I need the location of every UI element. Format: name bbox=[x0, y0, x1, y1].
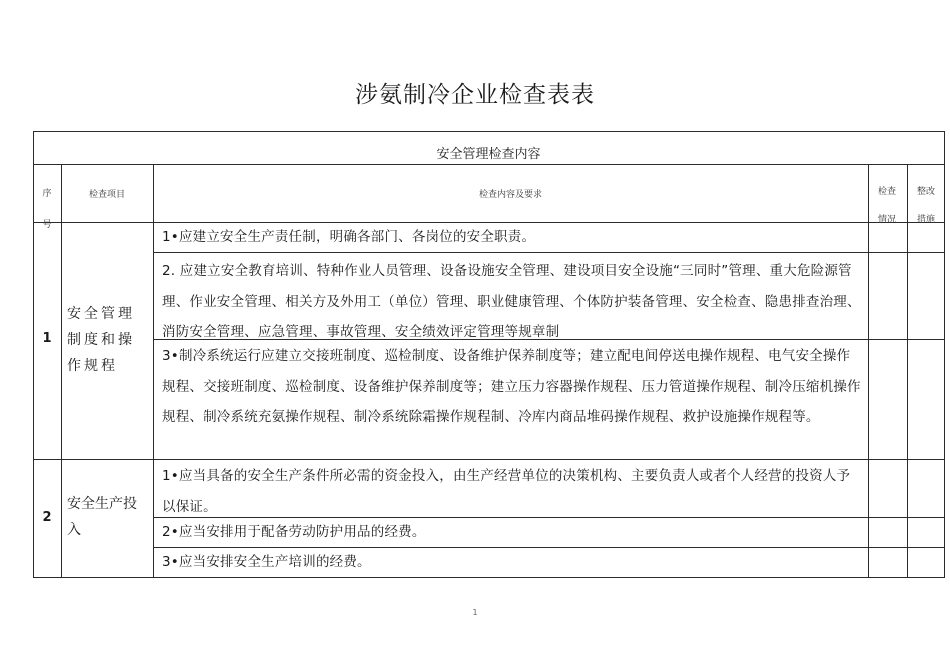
header-measures: 整改措施 bbox=[916, 187, 935, 225]
header-item: 检查项目 bbox=[88, 190, 125, 200]
row-1-index: 1 bbox=[42, 331, 52, 346]
section-title: 安全管理检查内容 bbox=[436, 147, 541, 162]
row-1-item: 安全管理制度和操作规程 bbox=[67, 306, 135, 374]
row-2-requirement-1: 1•应当具备的安全生产条件所必需的资金投入，由生产经营单位的决策机构、主要负责人或者个人经营的投资人予以保证。 bbox=[162, 468, 851, 515]
page-number: 1 bbox=[472, 608, 478, 617]
row-2-requirement-3: 3•应当安排安全生产培训的经费。 bbox=[162, 554, 371, 570]
row-1-requirement-3: 3•制冷系统运行应建立交接班制度、巡检制度、设备维护保养制度等；建立配电间停送电操作规程、电气安全操作规程、交接班制度、巡检制度、设备维护保养制度等；建立压力容器操作规程、压力管道操作规程、制冷压缩机操作规程、制冷系统充氨操作规程、制冷系统除霜操作规程制、冷库内商品堆码操作规程、救护设施操作规程等。 bbox=[162, 348, 861, 425]
row-1-requirement-2: 2. 应建立安全教育培训、特种作业人员管理、设备设施安全管理、建设项目安全设施“三同时”管理、重大危险源管理、作业安全管理、相关方及外用工（单位）管理、职业健康管理、个体防护装备管理、安全检查、隐患排查治理、消防安全管理、应急管理、事故管理、安全绩效评定管理等规章制 bbox=[162, 263, 861, 339]
header-index: 序号 bbox=[42, 189, 52, 230]
row-2-requirement-2: 2•应当安排用于配备劳动防护用品的经费。 bbox=[162, 524, 426, 540]
row-1-requirement-1: 1•应建立安全生产责任制，明确各部门、各岗位的安全职责。 bbox=[162, 229, 536, 245]
row-2-index: 2 bbox=[42, 510, 52, 525]
header-status: 检查情况 bbox=[877, 187, 896, 225]
document-title: 涉氨制冷企业检查表表 bbox=[355, 82, 595, 108]
row-2-item: 安全生产投入 bbox=[67, 496, 137, 538]
header-content: 检查内容及要求 bbox=[478, 190, 542, 200]
